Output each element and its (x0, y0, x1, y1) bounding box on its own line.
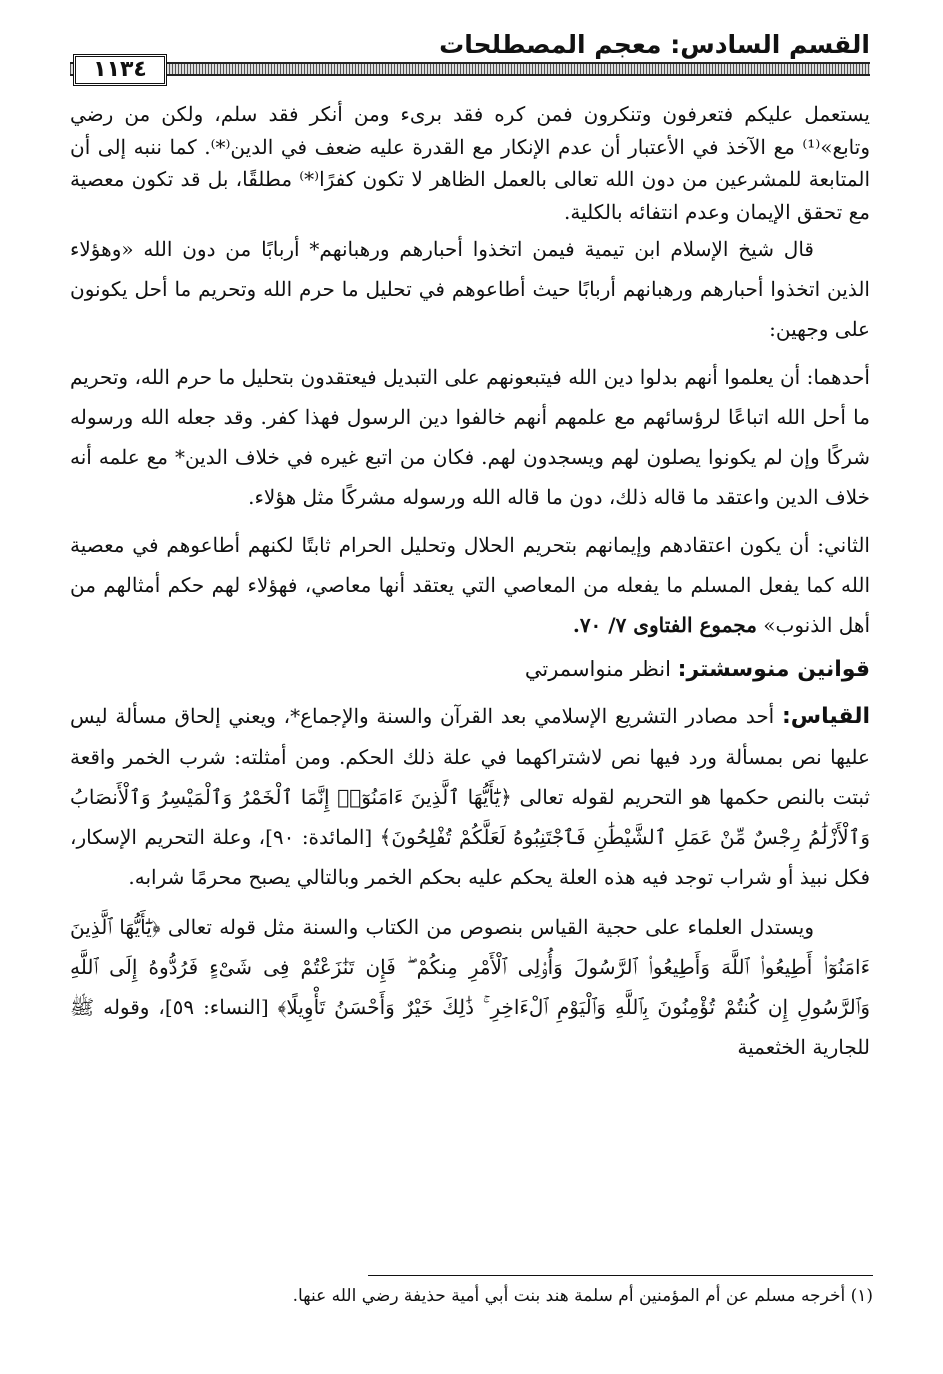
second-aspect-paragraph (70, 525, 870, 645)
quote-intro-paragraph: قال شيخ الإسلام ابن تيمية فيمن اتخذوا أحبارهم ورهبانهم* أربابًا من دون الله «وهؤلاء الذين اتخذوا أحبارهم ورهبانهم أربابًا حيث أطاعوهم في تحليل ما حرم الله وتحريم ما أحل يكونون على وجهين: (70, 237, 870, 341)
entry-text: أحد مصادر التشريع الإسلامي بعد القرآن والسنة والإجماع*، ويعني إلحاق مسألة ليس عليها نص بمسألة ورد فيها نص لاشتراكهما في علة ذلك الحكم. ومن أمثلته: شرب الخمر واقعة ثبتت بالنص حكمها هو التحريم لقوله تعالى ﴿يَٰٓأَيُّهَا ٱلَّذِينَ ءَامَنُوٓا۟ إِنَّمَا ٱلْخَمْرُ وَٱلْمَيْسِرُ وَٱلْأَنصَابُ وَٱلْأَزْلَٰمُ رِجْسٌ مِّنْ عَمَلِ ٱلشَّيْطَٰنِ فَٱجْتَنِبُوهُ لَعَلَّكُمْ تُفْلِحُونَ﴾ [المائدة: ٩٠]، وعلة التحريم الإسكار، فكل نبيذ أو شراب توجد فيه هذه العلة يحكم عليه بحكم الخمر وبالتالي يصبح محرمًا شرابه. (70, 704, 871, 889)
intro-paragraph: يستعمل عليكم فتعرفون وتنكرون فمن كره فقد برىء ومن أنكر فقد سلم، ولكن من رضي وتابع»⁽¹⁾ مع الآخذ في الأعتبار أن عدم الإنكار مع القدرة عليه ضعف في الدين⁽*⁾. كما ننبه إلى أن المتابعة للمشرعين من دون الله تعالى بالعمل الظاهر لا تكون كفرًا⁽*⁾ مطلقًا، بل قد تكون معصية مع تحقق الإيمان وعدم انتفائه بالكلية. (70, 102, 870, 224)
entry-term: القياس: (781, 704, 871, 729)
page-number: ١١٣٤ (73, 54, 167, 86)
first-aspect-paragraph: أحدهما: أن يعلموا أنهم بدلوا دين الله فيتبعونهم على التبديل فيعتقدون بتحليل ما حرم الله، وتحريم ما أحل الله اتباعًا لرؤسائهم مع علمهم أنهم خالفوا دين الرسول فهذا كفر. وقد جعله الله ورسوله شركًا وإن لم يكونوا يصلون لهم ويسجدون لهم. فكان من اتبع غيره في خلاف الدين* مع علمه أنه خلاف الدين واعتقد ما قاله ذلك، دون ما قاله الله ورسوله مشركًا مثل هؤلاء. (70, 365, 870, 509)
qiyas-evidence-paragraph: ويستدل العلماء على حجية القياس بنصوص من الكتاب والسنة مثل قوله تعالى ﴿يَٰٓأَيُّهَا ٱلَّذِينَ ءَامَنُوٓا۟ أَطِيعُوا۟ ٱللَّهَ وَأَطِيعُوا۟ ٱلرَّسُولَ وَأُو۟لِى ٱلْأَمْرِ مِنكُمْ ۖ فَإِن تَنَٰزَعْتُمْ فِى شَىْءٍ فَرُدُّوهُ إِلَى ٱللَّهِ وَٱلرَّسُولِ إِن كُنتُمْ تُؤْمِنُونَ بِٱللَّهِ وَٱلْيَوْمِ ٱلْءَاخِرِ ۚ ذَٰلِكَ خَيْرٌ وَأَحْسَنُ تَأْوِيلًا﴾ [النساء: ٥٩]، وقوله ﷺ للجارية الخثعمية (70, 915, 871, 1059)
footnote: (١) أخرجه مسلم عن أم المؤمنين أم سلمة هند بنت أبي أمية حذيفة رضي الله عنها. (292, 1286, 873, 1306)
footnote-divider (368, 1275, 873, 1276)
header-rule (70, 62, 870, 76)
citation: مجموع الفتاوى ٧/ ٧٠. (572, 613, 757, 637)
section-title: القسم السادس: معجم المصطلحات (439, 30, 870, 59)
entry-qiyas (70, 696, 870, 897)
body-text (70, 98, 870, 1067)
entry-qawanin (70, 649, 870, 690)
entry-text: انظر منواسمرتي (524, 657, 671, 681)
entry-term: قوانين منوسشتر: (677, 657, 870, 682)
page-header (70, 22, 870, 84)
second-aspect-text: الثاني: أن يكون اعتقادهم وإيمانهم بتحريم الحلال وتحليل الحرام ثابتًا لكنهم أطاعوهم في معصية الله كما يفعل المسلم ما يفعله من المعاصي التي يعتقد أنها معاصي، فهؤلاء لهم حكم أمثالهم من أهل الذنوب» (70, 533, 870, 637)
